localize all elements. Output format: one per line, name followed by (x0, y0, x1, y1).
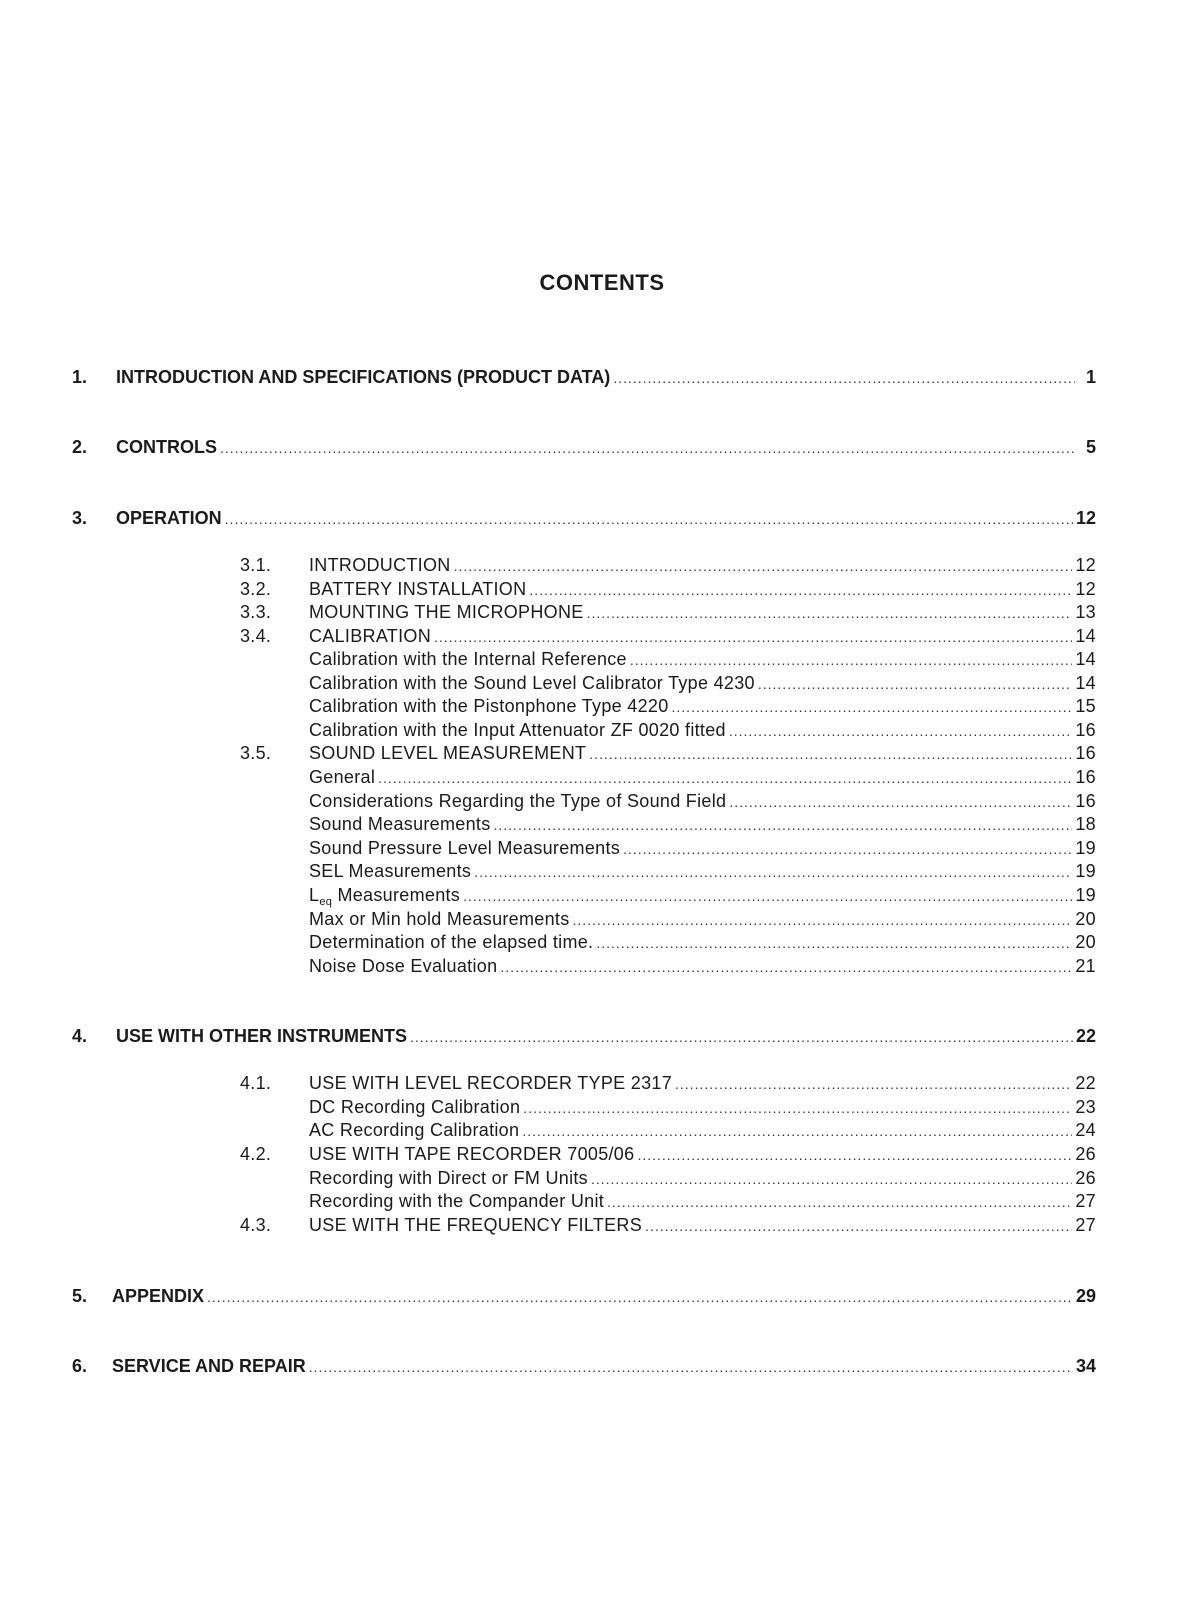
entry-number: 3.2. (240, 579, 272, 599)
entry-title: AC Recording Calibration (309, 1120, 520, 1140)
entry-title: Calibration with the Input Attenuator ZF 0020 fitted (309, 720, 726, 740)
dot-leader (645, 1218, 1072, 1234)
page-number: 29 (1075, 1286, 1096, 1306)
page-number: 13 (1075, 602, 1096, 622)
toc-entry-4-2[interactable] (240, 1144, 1096, 1165)
page-number: 26 (1075, 1144, 1096, 1164)
page-number: 1 (1085, 367, 1096, 387)
toc-entry-3-1[interactable] (240, 555, 1096, 576)
dot-leader (589, 746, 1072, 762)
toc-entry-4-1[interactable] (240, 1073, 1096, 1094)
toc-entry-calibration-4230[interactable] (240, 673, 1096, 694)
dot-leader (672, 699, 1073, 715)
entry-title: Sound Measurements (309, 814, 491, 834)
dot-leader (613, 370, 1075, 386)
toc-entry-4-3[interactable] (240, 1215, 1096, 1236)
dot-leader (637, 1147, 1072, 1163)
entry-title: Max or Min hold Measurements (309, 909, 570, 929)
section-number: 5. (72, 1286, 88, 1306)
entry-title: Determination of the elapsed time. (309, 932, 594, 952)
toc-entry-spl-measurements[interactable] (240, 838, 1096, 859)
dot-leader (494, 817, 1073, 833)
page-number: 14 (1075, 626, 1096, 646)
entry-number: 4.3. (240, 1215, 272, 1235)
toc-entry-3-4[interactable] (240, 626, 1096, 647)
entry-title: Calibration with the Pistonphone Type 4220 (309, 696, 669, 716)
entry-title: CALIBRATION (309, 626, 431, 646)
page-number: 21 (1075, 956, 1096, 976)
entry-title: SOUND LEVEL MEASUREMENT (309, 743, 587, 763)
toc-entry-calibration-pistonphone[interactable] (240, 696, 1096, 717)
dot-leader (474, 864, 1072, 880)
toc-entry-compander[interactable] (240, 1191, 1096, 1212)
dot-leader (500, 959, 1072, 975)
entry-title: USE WITH THE FREQUENCY FILTERS (309, 1215, 643, 1235)
dot-leader (225, 511, 1073, 527)
entry-number: 4.2. (240, 1144, 272, 1164)
toc-section-3[interactable] (72, 508, 1096, 529)
entry-title: USE WITH TAPE RECORDER 7005/06 (309, 1144, 635, 1164)
toc-entry-sel-measurements[interactable] (240, 861, 1096, 882)
entry-title: INTRODUCTION (309, 555, 451, 575)
toc-section-6[interactable] (72, 1356, 1096, 1377)
toc-section-5[interactable] (72, 1286, 1096, 1307)
dot-leader (573, 912, 1073, 928)
toc-entry-3-5[interactable] (240, 743, 1096, 764)
dot-leader (207, 1289, 1073, 1305)
toc-entry-max-min-hold[interactable] (240, 909, 1096, 930)
entry-title: DC Recording Calibration (309, 1097, 521, 1117)
entry-title: Considerations Regarding the Type of Sound Field (309, 791, 727, 811)
page-number: 18 (1075, 814, 1096, 834)
entry-title: SEL Measurements (309, 861, 472, 881)
entry-title: Recording with the Compander Unit (309, 1191, 605, 1211)
page-title: CONTENTS (539, 270, 665, 295)
dot-leader (410, 1029, 1073, 1045)
entry-number: 3.4. (240, 626, 272, 646)
dot-leader (463, 888, 1072, 904)
toc-entry-general[interactable] (240, 767, 1096, 788)
dot-leader (591, 1171, 1072, 1187)
dot-leader (529, 582, 1072, 598)
section-number: 2. (72, 437, 88, 457)
dot-leader (434, 629, 1072, 645)
page-number: 5 (1085, 437, 1096, 457)
entry-title: Recording with Direct or FM Units (309, 1168, 588, 1188)
page-number: 20 (1075, 909, 1096, 929)
dot-leader (587, 605, 1073, 621)
dot-leader (522, 1123, 1072, 1139)
entry-title: Sound Pressure Level Measurements (309, 838, 621, 858)
page-number: 16 (1075, 767, 1096, 787)
page-number: 14 (1075, 649, 1096, 669)
page-number: 16 (1075, 743, 1096, 763)
toc-entry-noise-dose[interactable] (240, 956, 1096, 977)
section-number: 6. (72, 1356, 88, 1376)
page-number: 19 (1075, 885, 1096, 905)
toc-section-2[interactable] (72, 437, 1096, 458)
toc-entry-dc-recording[interactable] (240, 1097, 1096, 1118)
page-number: 27 (1075, 1191, 1096, 1211)
toc-entry-ac-recording[interactable] (240, 1120, 1096, 1141)
page-number: 26 (1075, 1168, 1096, 1188)
entry-number: 3.1. (240, 555, 272, 575)
page-number: 19 (1075, 838, 1096, 858)
page-number: 12 (1075, 579, 1096, 599)
dot-leader (523, 1100, 1072, 1116)
dot-leader (220, 440, 1075, 456)
entry-number: 4.1. (240, 1073, 272, 1093)
toc-entry-3-3[interactable] (240, 602, 1096, 623)
entry-title: General (309, 767, 376, 787)
dot-leader (378, 770, 1072, 786)
dot-leader (729, 794, 1072, 810)
dot-leader (623, 841, 1072, 857)
page-number: 27 (1075, 1215, 1096, 1235)
entry-number: 3.5. (240, 743, 272, 763)
entry-title: BATTERY INSTALLATION (309, 579, 527, 599)
toc-entry-calibration-attenuator[interactable] (240, 720, 1096, 741)
page-number: 24 (1075, 1120, 1096, 1140)
toc-section-4[interactable] (72, 1026, 1096, 1047)
page-number: 14 (1075, 673, 1096, 693)
section-number: 1. (72, 367, 88, 387)
section-title: INTRODUCTION AND SPECIFICATIONS (PRODUCT DATA) (116, 367, 611, 387)
toc-entry-leq-measurements[interactable] (240, 885, 1096, 908)
toc-entry-sound-measurements[interactable] (240, 814, 1096, 835)
page-number: 16 (1075, 791, 1096, 811)
toc-entry-direct-fm[interactable] (240, 1168, 1096, 1189)
page-number: 16 (1075, 720, 1096, 740)
toc-section-1[interactable] (72, 367, 1096, 388)
section-title: APPENDIX (112, 1286, 205, 1306)
page-number: 22 (1075, 1026, 1096, 1046)
section-title: SERVICE AND REPAIR (112, 1356, 306, 1376)
entry-title: Calibration with the Sound Level Calibrator Type 4230 (309, 673, 755, 693)
dot-leader (596, 935, 1072, 951)
entry-number: 3.3. (240, 602, 272, 622)
toc-entry-3-2[interactable] (240, 579, 1096, 600)
page-number: 15 (1075, 696, 1096, 716)
toc-entry-elapsed-time[interactable] (240, 932, 1096, 953)
page-number: 34 (1075, 1356, 1096, 1376)
entry-title: Calibration with the Internal Reference (309, 649, 627, 669)
dot-leader (309, 1359, 1073, 1375)
page-number: 19 (1075, 861, 1096, 881)
dot-leader (607, 1194, 1072, 1210)
toc-entry-calibration-internal[interactable] (240, 649, 1096, 670)
entry-title: $L_{eq}$ Measurements (309, 885, 461, 908)
page-number: 12 (1075, 508, 1096, 528)
dot-leader (758, 676, 1073, 692)
page-number: 20 (1075, 932, 1096, 952)
section-number: 4. (72, 1026, 88, 1046)
dot-leader (675, 1076, 1072, 1092)
page-number: 22 (1075, 1073, 1096, 1093)
section-title: OPERATION (116, 508, 222, 528)
page-number: 23 (1075, 1097, 1096, 1117)
entry-title: Noise Dose Evaluation (309, 956, 498, 976)
entry-title: USE WITH LEVEL RECORDER TYPE 2317 (309, 1073, 673, 1093)
dot-leader (454, 558, 1073, 574)
section-title: CONTROLS (116, 437, 217, 457)
entry-title: MOUNTING THE MICROPHONE (309, 602, 584, 622)
toc-entry-sound-field[interactable] (240, 791, 1096, 812)
section-number: 3. (72, 508, 88, 528)
dot-leader (729, 723, 1073, 739)
page-number: 12 (1075, 555, 1096, 575)
dot-leader (630, 652, 1073, 668)
section-title: USE WITH OTHER INSTRUMENTS (116, 1026, 407, 1046)
